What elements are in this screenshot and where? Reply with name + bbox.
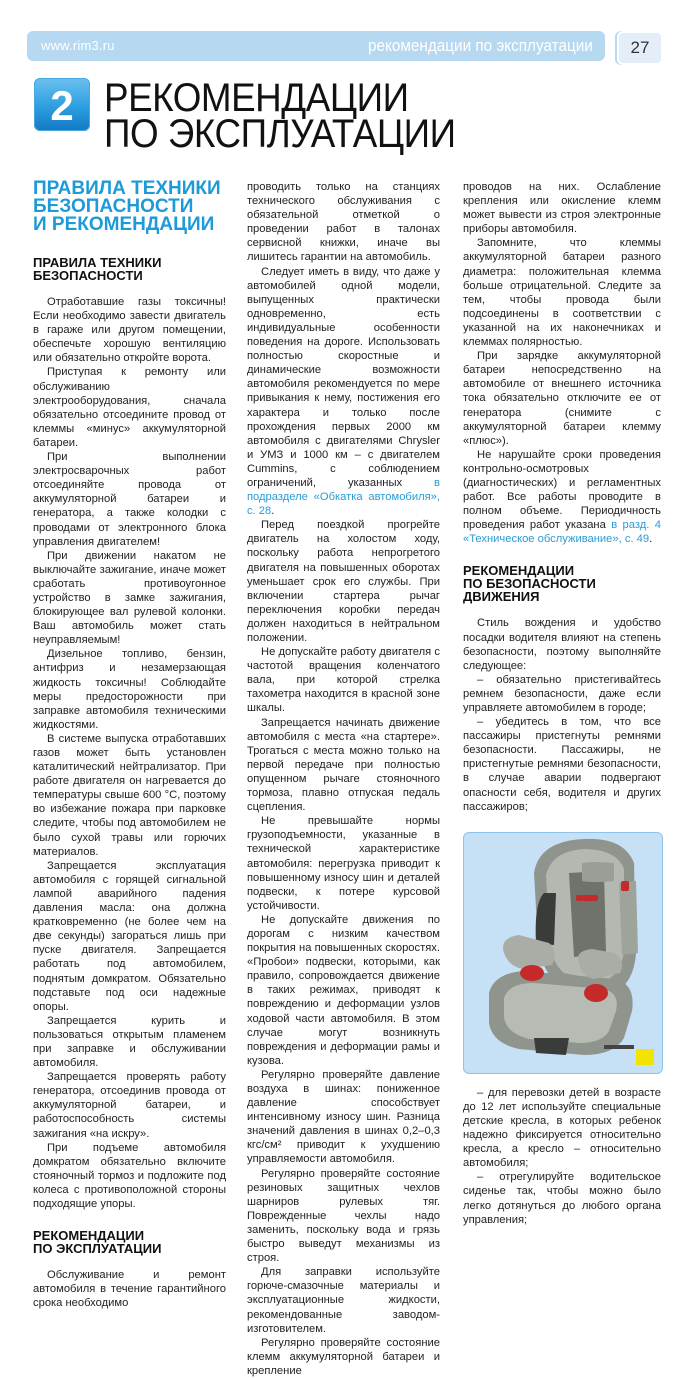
paragraph: Не допускайте движения по дорогам с низким качеством покрытия на повышенных скоростях. «Пробои» подвески, которыми, как правило, сопровождается движение в таких режимах, приводят к повреждению и деформации узлов ходовой части автомобиля. В этом случае могут возникнуть повреждения и деформации рамы и кузова. bbox=[247, 913, 440, 1067]
heading-line: РЕКОМЕНДАЦИИ bbox=[33, 1228, 145, 1244]
paragraph-maintenance bbox=[463, 448, 661, 547]
section-heading-safety-rules bbox=[33, 180, 226, 234]
section-name: рекомендации по эксплуатации bbox=[368, 36, 593, 55]
figure-badge-icon bbox=[636, 1049, 654, 1065]
paragraph: Отработавшие газы токсичны! Если необходимо завести двигатель в гараже или другом помещении, обеспечьте хорошую вентиляцию или обязательно откройте ворота. bbox=[33, 296, 226, 365]
paragraph: При подъеме автомобиля домкратом обязательно включите стояночный тормоз и подложите под колеса с противоположной стороны подходящие упоры. bbox=[33, 1141, 226, 1210]
paragraph: Не превышайте нормы грузоподъемности, указанные в технической характеристике автомобиля: перегрузка приводит к повышенному износу шин и деталей подвески, к потере курсовой устойчивости. bbox=[247, 815, 440, 912]
paragraph: Перед поездкой прогрейте двигатель на холостом ходу, поскольку работа непрогретого двигателя на повышенных оборотах уменьшает срок его службы. При включении стартера рычаг переключения коробки передач должен находиться в нейтральном положении. bbox=[247, 519, 440, 644]
heading-line: БЕЗОПАСНОСТИ bbox=[33, 268, 143, 283]
paragraph: Обслуживание и ремонт автомобиля в течение гарантийного срока необходимо bbox=[33, 1269, 226, 1310]
paragraph: Регулярно проверяйте давление воздуха в шинах: пониженное давление способствует интенсивному износу шин. Разница значений давления в шинах 0,2–0,3 кгс/см² приводит к ухудшению управляемости автомобиля. bbox=[247, 1068, 440, 1166]
paragraph: Запрещается проверять работу генератора, отсоединив провода от аккумуляторной батареи, и работоспособность системы зажигания «на искру». bbox=[33, 1071, 226, 1140]
chapter-title-line2: ПО ЭКСПЛУАТАЦИИ bbox=[104, 112, 456, 156]
subheading-operation bbox=[33, 1229, 226, 1255]
child-car-seat-illustration bbox=[464, 833, 662, 1073]
heading-line: ПРАВИЛА ТЕХНИКИ bbox=[33, 255, 162, 270]
paragraph: Запомните, что клеммы аккумуляторной батареи разного диаметра: положительная клемма больше отрицательной. Следите за тем, чтобы провода были подсоединены в соответствии с указанной на их наконечниках и клеммах полярностью. bbox=[463, 237, 661, 349]
paragraph: Стиль вождения и удобство посадки водителя влияют на степень безопасности, поэтому выполняйте следующее: bbox=[463, 617, 661, 672]
column-3 bbox=[463, 180, 661, 1227]
paragraph: При выполнении электросварочных работ отсоединяйте провода от аккумуляторной батареи и генератора, а также колодки с проводами от электронного блока управления двигателем! bbox=[33, 451, 226, 548]
cross-reference-link-run-in[interactable]: в подразделе «Обкатка автомобиля», с. 28 bbox=[247, 476, 440, 518]
paragraph: Приступая к ремонту или обслуживанию электрооборудования, сначала обязательно отсоедините провод от клеммы «минус» аккумуляторной батареи. bbox=[33, 366, 226, 449]
site-url: www.rim3.ru bbox=[41, 38, 115, 53]
paragraph: Запрещается эксплуатация автомобиля с горящей сигнальной лампой аварийного падения давления масла: она должна кратковременно (не более чем на две секунды) загораться лишь при пуске двигателя. Запрещается работать под автомобилем, поднятым домкратом. Обязательно подставьте под оси надежные опоры. bbox=[33, 859, 226, 1013]
heading-line: ПО БЕЗОПАСНОСТИ ДВИЖЕНИЯ bbox=[463, 576, 596, 605]
heading-line: БЕЗОПАСНОСТИ bbox=[33, 196, 194, 217]
paragraph-run-in bbox=[247, 265, 440, 519]
column-2 bbox=[247, 180, 440, 1378]
heading-line: И РЕКОМЕНДАЦИИ bbox=[33, 214, 215, 235]
chapter-title-line1: РЕКОМЕНДАЦИИ bbox=[104, 76, 409, 120]
chapter-title bbox=[104, 76, 456, 156]
paragraph: Не допускайте работу двигателя с частотой вращения коленчатого вала, при которой стрелка тахометра находится в красной зоне шкалы. bbox=[247, 646, 440, 715]
paragraph-continued: проводов на них. Ослабление крепления или окисление клемм может вывести из строя электронные приборы автомобиля. bbox=[463, 181, 661, 236]
paragraph: При зарядке аккумуляторной батареи непосредственно на автомобиле от внешнего источника тока обязательно отключите ее от генератора (снимите с аккумуляторной батареи клемму «плюс»). bbox=[463, 350, 661, 447]
paragraph-continued: проводить только на станциях технического обслуживания с обязательной отметкой о проведении работ в талонах сервисной книжки, иначе вы лишитесь гарантии на автомобиль. bbox=[247, 181, 440, 264]
subheading-safety bbox=[33, 256, 226, 282]
page-number-box bbox=[617, 31, 663, 65]
list-item: – отрегулируйте водительское сиденье так, чтобы можно было легко дотянуться до любого органа управления; bbox=[463, 1171, 661, 1226]
page-number: 27 bbox=[630, 38, 650, 57]
child-seat-figure bbox=[463, 832, 663, 1074]
paragraph: Запрещается курить и пользоваться открытым пламенем при заправке и обслуживании автомобиля. bbox=[33, 1014, 226, 1070]
list-item: – убедитесь в том, что все пассажиры пристегнуты ремнями безопасности. Пассажиры, не пристегнутые ремнями безопасности, в случае аварии подвергают опасности себя, водителя и других пассажиров; bbox=[463, 716, 661, 813]
cross-reference-link-maintenance[interactable]: в разд. 4 «Техническое обслуживание», с. 49 bbox=[463, 519, 661, 546]
paragraph: Регулярно проверяйте состояние клемм аккумуляторной батареи и крепление bbox=[247, 1336, 440, 1377]
heading-line: ПРАВИЛА ТЕХНИКИ bbox=[33, 178, 221, 199]
subheading-driving-safety bbox=[463, 564, 661, 603]
paragraph-text: Следует иметь в виду, что даже у автомобилей одной модели, выпущенных практически одновременно, есть индивидуальные особенности поведения на дороге. Использовать полностью скоростные и динамические возможности автомобиля рекомендуется по мере привыкания к нему, постижения его характера и только после прохождения первых 2000 км автомобиля с двигателями Chrysler и УМЗ и 1000 км – с двигателем Cummins, с соблюдением ограничений, указанных bbox=[247, 265, 440, 489]
paragraph-text: . bbox=[649, 533, 653, 546]
chapter-number-badge bbox=[34, 78, 90, 131]
list-item: – обязательно пристегивайтесь ремнем безопасности, даже если управляете автомобилем в городе; bbox=[463, 673, 661, 714]
paragraph: Для заправки используйте горюче-смазочные материалы и эксплуатационные жидкости, рекомендованные заводом-изготовителем. bbox=[247, 1266, 440, 1335]
heading-line: РЕКОМЕНДАЦИИ bbox=[463, 563, 575, 579]
paragraph-text: . bbox=[271, 505, 275, 518]
column-1 bbox=[33, 180, 226, 1310]
paragraph: Регулярно проверяйте состояние резиновых защитных чехлов шарниров рулевых тяг. Поврежденные чехлы надо заменить, поскольку вода и грязь быстро выведут механизмы из строя. bbox=[247, 1167, 440, 1265]
paragraph: В системе выпуска отработавших газов может быть установлен каталитический нейтрализатор. При работе двигателя он нагревается до температуры свыше 600 °С, поэтому во избежание пожара при парковке следите, чтобы под автомобилем не было сухой травы или горючих материалов. bbox=[33, 732, 226, 858]
chapter-number: 2 bbox=[50, 82, 74, 129]
running-header bbox=[27, 31, 605, 61]
list-item: – для перевозки детей в возрасте до 12 лет используйте специальные детские кресла, в которых ребенок надежно фиксируется относительно кресла, а кресло – относительно автомобиля; bbox=[463, 1086, 661, 1170]
heading-line: ПО ЭКСПЛУАТАЦИИ bbox=[33, 1241, 162, 1257]
paragraph: Запрещается начинать движение автомобиля с места «на стартере». Трогаться с места можно только на первой передаче при полностью опущенном рычаге стояночного тормоза, плавно отпуская педаль сцепления. bbox=[247, 716, 440, 814]
paragraph: При движении накатом не выключайте зажигание, иначе может сработать противоугонное устройство в замке зажигания, блокирующее вал рулевой колонки. Ваш автомобиль может стать неуправляемым! bbox=[33, 549, 226, 647]
paragraph: Дизельное топливо, бензин, антифриз и незамерзающая жидкость токсичны! Соблюдайте меры предосторожности при заправке автомобиля техническими жидкостями. bbox=[33, 648, 226, 731]
paragraph-text: Не нарушайте сроки проведения контрольно-осмотровых (диагностических) и регламентных работ. Все работы проводите в полном объеме. Периодичность проведения работ указана bbox=[463, 448, 661, 532]
